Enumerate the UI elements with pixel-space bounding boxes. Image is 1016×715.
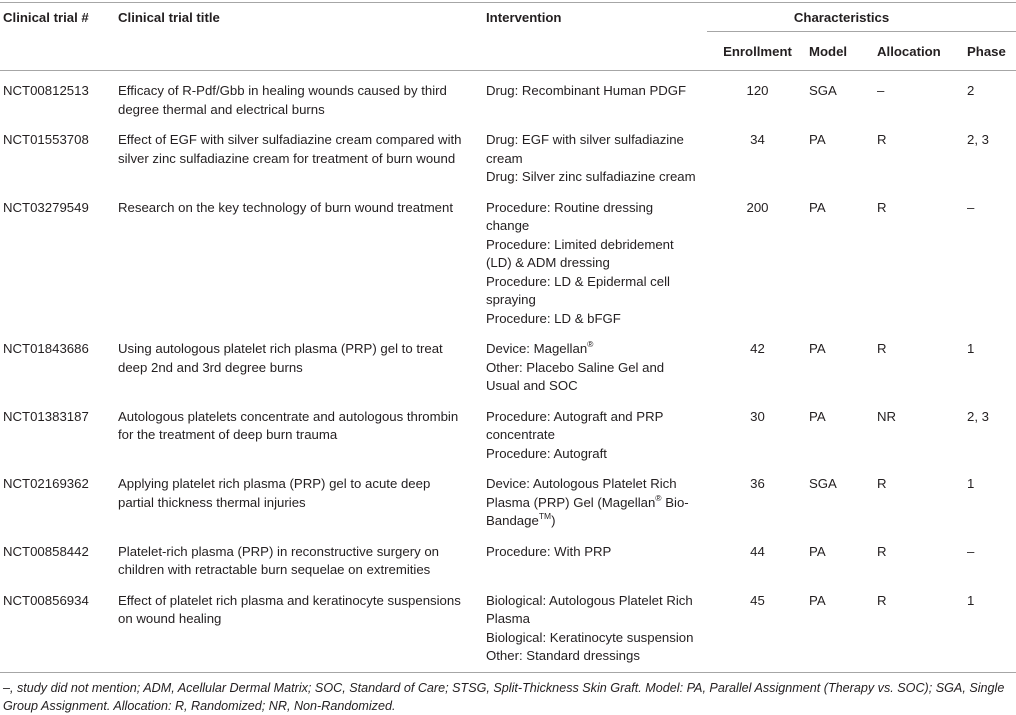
table-top-rule — [0, 2, 1016, 3]
trial-phase: 1 — [967, 341, 975, 356]
clinical-trials-table — [0, 5, 1016, 667]
trial-allocation: NR — [877, 408, 897, 424]
table-row — [0, 532, 1016, 581]
intervention-item: Procedure: LD & Epidermal cell spraying — [486, 273, 670, 307]
header-characteristics: Characteristics — [707, 5, 1016, 32]
header-enrollment: Enrollment — [723, 44, 792, 59]
trial-enrollment: 34 — [750, 132, 765, 147]
trial-model: PA — [809, 132, 826, 147]
intervention-item: Other: Standard dressings — [486, 648, 640, 663]
intervention-item: Procedure: Autograft — [486, 445, 607, 461]
trial-phase: 1 — [967, 476, 975, 491]
trial-title: Effect of EGF with silver sulfadiazine cream compared with silver zinc sulfadiazine cream for treatment of burn wound — [118, 132, 462, 166]
trial-id: NCT02169362 — [3, 476, 89, 491]
header-model: Model — [809, 44, 848, 59]
trial-allocation: R — [877, 543, 887, 559]
trial-model: PA — [809, 408, 826, 424]
trial-title: Autologous platelets concentrate and autologous thrombin for the treatment of deep burn trauma — [118, 408, 459, 442]
table-row — [0, 581, 1016, 667]
intervention-item: Drug: EGF with silver sulfadiazine cream — [486, 132, 684, 166]
header-trial-title: Clinical trial title — [118, 10, 220, 25]
trial-enrollment: 44 — [750, 543, 765, 559]
intervention-item: Drug: Silver zinc sulfadiazine cream — [486, 169, 696, 184]
trial-allocation: R — [877, 199, 887, 215]
trial-intervention — [483, 397, 707, 465]
table-row — [0, 397, 1016, 465]
trial-intervention — [483, 532, 707, 581]
trial-allocation: R — [877, 341, 887, 356]
trial-title: Platelet-rich plasma (PRP) in reconstructive surgery on children with retractable burn sequelae on extremities — [118, 543, 440, 577]
intervention-item: Biological: Autologous Platelet Rich Plasma — [486, 592, 693, 626]
trial-intervention — [483, 581, 707, 667]
intervention-item: Procedure: Autograft and PRP concentrate — [486, 408, 664, 442]
trial-intervention — [483, 329, 707, 397]
trial-intervention — [483, 120, 707, 188]
trial-phase: 2 — [967, 83, 975, 98]
trial-intervention — [483, 188, 707, 330]
trial-title: Effect of platelet rich plasma and keratinocyte suspensions on wound healing — [118, 592, 461, 626]
trial-allocation: R — [877, 476, 887, 491]
trial-enrollment: 200 — [746, 199, 769, 215]
trial-phase: 2, 3 — [967, 132, 989, 147]
trial-intervention — [483, 71, 707, 121]
trial-phase: 2, 3 — [967, 408, 989, 424]
table-row — [0, 120, 1016, 188]
intervention-item: Biological: Keratinocyte suspension — [486, 629, 694, 645]
trial-intervention — [483, 464, 707, 532]
intervention-item: Device: Magellan® — [486, 339, 594, 356]
trial-allocation: R — [877, 132, 887, 147]
header-allocation: Allocation — [877, 44, 941, 59]
trial-id: NCT01843686 — [3, 341, 89, 356]
intervention-item: Procedure: LD & bFGF — [486, 310, 621, 326]
trial-model: PA — [809, 199, 826, 215]
trial-phase: 1 — [967, 592, 975, 608]
trial-model: PA — [809, 592, 826, 608]
header-trial-number: Clinical trial # — [3, 10, 89, 25]
trial-id: NCT01553708 — [3, 132, 89, 147]
trial-allocation: R — [877, 592, 887, 608]
trial-model: PA — [809, 543, 826, 559]
trial-enrollment: 36 — [750, 476, 765, 491]
trial-enrollment: 30 — [750, 408, 765, 424]
header-phase: Phase — [967, 44, 1006, 59]
trial-title: Research on the key technology of burn wound treatment — [118, 199, 454, 215]
trial-enrollment: 120 — [746, 83, 769, 98]
intervention-item: Procedure: With PRP — [486, 543, 612, 559]
header-intervention: Intervention — [486, 10, 562, 25]
trial-enrollment: 42 — [750, 341, 765, 356]
trial-allocation: – — [877, 83, 885, 98]
trial-phase: – — [967, 199, 975, 215]
intervention-item: Device: Autologous Platelet Rich Plasma (PRP) Gel (Magellan® Bio-Bandage™) — [486, 476, 689, 528]
trial-phase: – — [967, 543, 975, 559]
registered-mark: ® — [655, 492, 662, 503]
trial-title: Applying platelet rich plasma (PRP) gel to acute deep partial thickness thermal injuries — [118, 476, 431, 510]
trial-id: NCT03279549 — [3, 199, 89, 215]
intervention-item: Other: Placebo Saline Gel and Usual and SOC — [486, 359, 665, 393]
trial-id: NCT00858442 — [3, 543, 89, 559]
table-row — [0, 188, 1016, 330]
trial-model: PA — [809, 341, 826, 356]
trial-model: SGA — [809, 83, 837, 98]
intervention-item: Procedure: Limited debridement (LD) & ADM dressing — [486, 236, 674, 270]
trial-enrollment: 45 — [750, 592, 765, 608]
table-row — [0, 71, 1016, 121]
trial-id: NCT00812513 — [3, 83, 89, 98]
table-bottom-rule — [0, 672, 1016, 673]
intervention-item: Procedure: Routine dressing change — [486, 199, 654, 233]
trial-title: Using autologous platelet rich plasma (PRP) gel to treat deep 2nd and 3rd degree burns — [118, 341, 443, 375]
table-row — [0, 464, 1016, 532]
table-footnote: –, study did not mention; ADM, Acellular Dermal Matrix; SOC, Standard of Care; STSG, Split-Thickness Skin Graft. Model: PA, Parallel Assignment (Therapy vs. SOC); SGA, Single Group Assignment. Allocation: R, Randomized; NR, Non-Randomized. — [3, 681, 1005, 713]
trial-id: NCT01383187 — [3, 408, 89, 424]
table-row — [0, 329, 1016, 397]
trademark-mark: TM — [538, 511, 552, 521]
trial-model: SGA — [809, 476, 837, 491]
registered-mark: ® — [587, 339, 594, 349]
intervention-item: Drug: Recombinant Human PDGF — [486, 83, 687, 98]
trial-title: Efficacy of R-Pdf/Gbb in healing wounds caused by third degree thermal and electrical burns — [118, 83, 447, 117]
trial-id: NCT00856934 — [3, 592, 89, 608]
